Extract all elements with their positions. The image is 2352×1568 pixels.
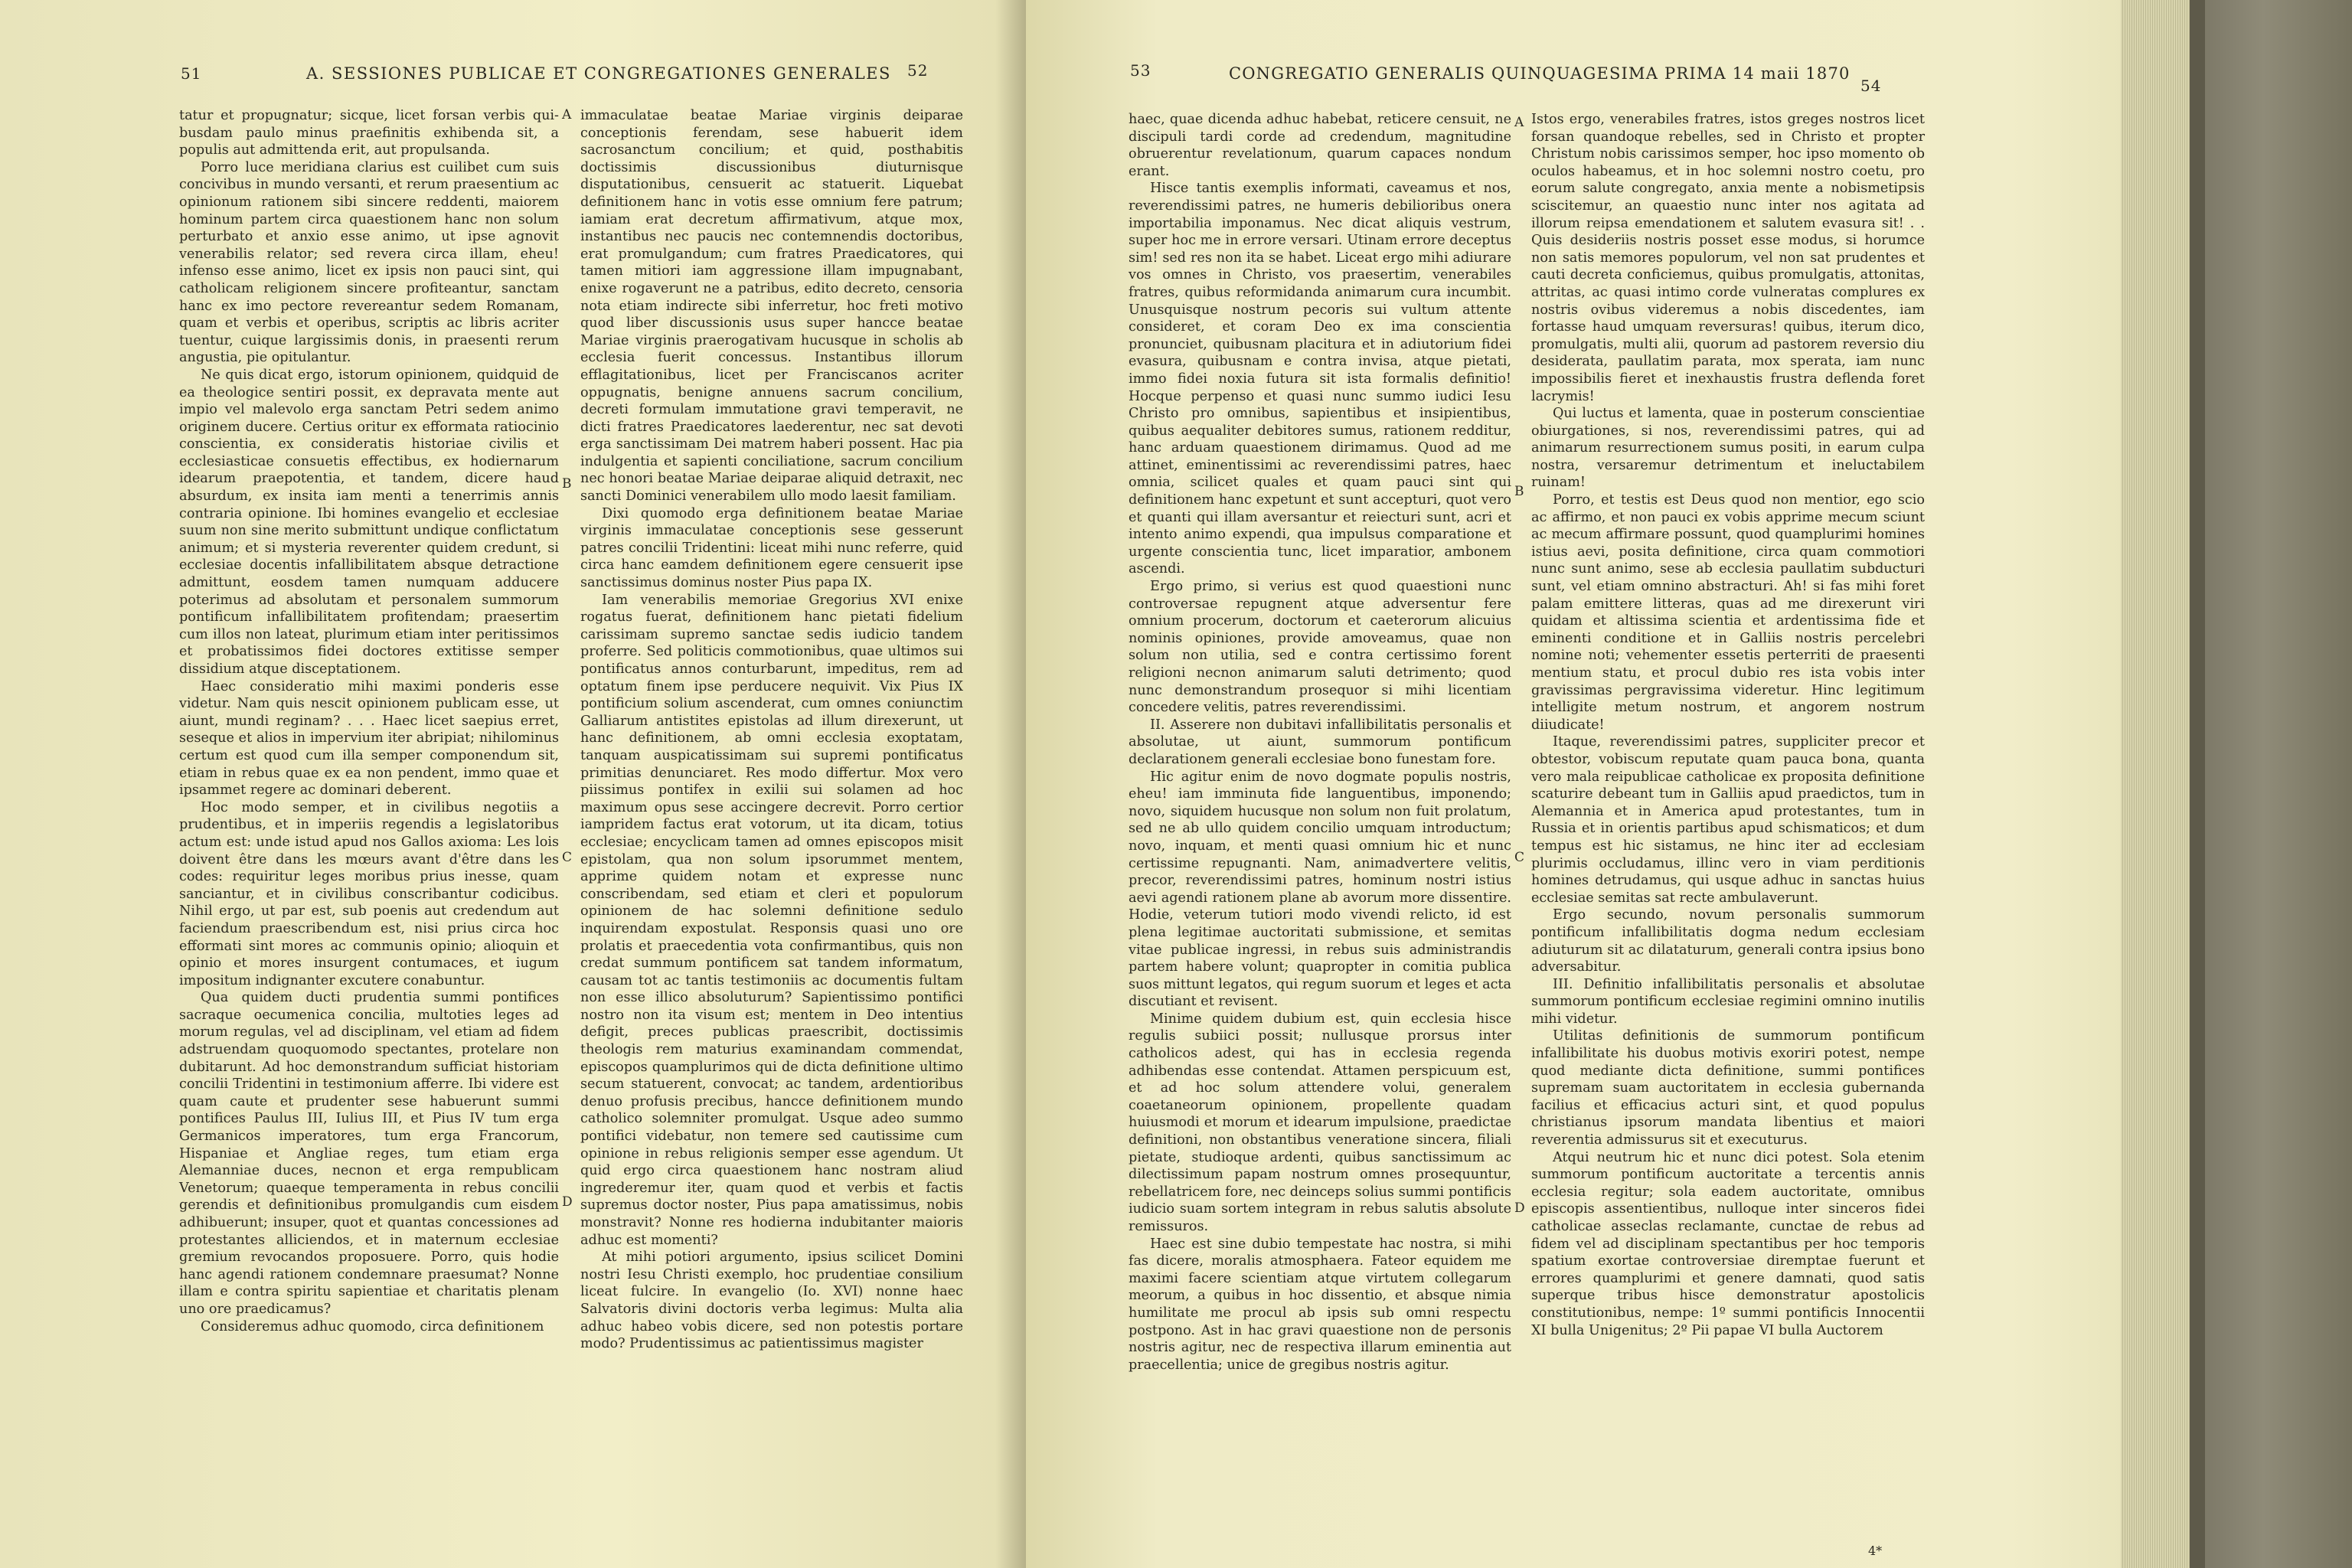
left-column-a — [179, 107, 559, 1335]
marker-c: C — [1514, 850, 1525, 865]
paragraph: Hic agitur enim de novo dogmate populis nostris, eheu! iam imminuta fide languentibus, imponendo; novo, siquidem hucusque non solum non fuit prolatum, sed ne ab ullo quidem concilio umquam introductum; novo, inquam, et menti quasi omnium hic et nunc certissime repugnanti. Nam, animadvertere velitis, precor, reverendissimi patres, hominum nostri istius aevi agendi rationem plane ab avorum more dissentire. Hodie, veterum tutiori modo vivendi relicto, id est plena legitimae auctoritati submissione, et semitas vitae publicae ingressi, in rebus suis administrandis partem habere volunt; quapropter in comitia publica suos mittunt legatos, qui regum suorum et leges et acta discutiant et revisent. — [1129, 769, 1511, 1010]
paragraph: Istos ergo, venerabiles fratres, istos greges nostros licet forsan quandoque rebelles, sed in Christo et propter Christum nobis carissimos semper, hoc ipso momento ob oculos habeamus, et in hoc solemni nostro coetu, pro eorum salute congregato, anxia mente a nobismetipsis sciscitemur, an quaestio nunc inter nos agitata ad illorum reipsa emendationem et salutem evasura sit! . . Quis desideriis nostris posset esse modus, si horumce non satis memores populorum, vel non sat prudentes et cauti decreta conficiemus, quibus promulgatis, attonitas, attritas, ac quasi intimo corde vulneratas complures ex nostris ovibus videremus a nobis discedentes, iam fortasse haud umquam reversuras! quibus, iterum dico, promulgatis, multi alii, quorum ad pastorem reversio diu desiderata, paullatim parata, mox sperata, iam nunc impossibilis fieret et inexhaustis frustra deflenda foret lacrymis! — [1531, 112, 1925, 404]
right-column-b — [1531, 111, 1925, 1339]
paragraph: Haec consideratio mihi maximi ponderis esse videtur. Nam quis nescit opinionem publicam esse, ut aiunt, mundi reginam? . . . Haec licet saepius erret, seseque et alios in impervium iter abripiat; nihilominus certum est quod cum illa semper componendum sit, etiam in rebus quae ex ea non pendent, immo quae et ipsammet regere ac dominari deberent. — [179, 678, 559, 799]
paragraph: tatur et propugnatur; sicque, licet forsan verbis qui-busdam paulo minus praefinitis exhibenda sit, a populis aut admittenda erit, aut propulsanda. — [179, 108, 559, 158]
marker-d: D — [562, 1194, 573, 1210]
paragraph: haec, quae dicenda adhuc habebat, reticere censuit, ne discipuli tardi corde ad credendum, magnitudine obruerentur revelationum, quarum capaces nondum erant. — [1129, 112, 1511, 179]
paragraph: Iam venerabilis memoriae Gregorius XVI enixe rogatus fuerat, definitionem hanc pietati fidelium carissimam supremo sanctae sedis iudicio tandem proferre. Sed politicis commotionibus, quae ultimos sui pontificatus annos conturbarunt, impeditus, rem ad optatum finem ipse perducere nequivit. Vix Pius IX pontificium solium ascenderat, cum omnes coniunctim Galliarum antistites epistolas ad illum direxerunt, ut hanc definitionem, ab omni ecclesia exoptatam, tanquam auspicatissimam sui supremi pontificatus primitias denunciaret. Res modo differtur. Mox vero piissimus pontifex in exilii sui solamen ad hoc maximum opus sese accingere decrevit. Porro certior iampridem factus erat votorum, ut ita dicam, totius ecclesiae; encyclicam tamen ad omnes episcopos misit epistolam, qua non solum ipsorummet mentem, apprime quidem notam et expresse nunc conscribendam, sed etiam et cleri et populorum opinionem de hac solemni definitione sedulo inquirendam expostulat. Responsis quasi uno ore prolatis et praecedentia vota confirmantibus, quis non credat summum pontificem sat tandem informatum, causam tot ac tantis testimoniis ac documentis fultam non esse illico absoluturum? Sapientissimo pontifici nostro non ita visum est; mentem in Deo intentius defigit, preces publicas praescribit, doctissimis theologis rem maturius examinandam commendat, episcopos quamplurimos qui de dicta definitione ultimo secum statuerent, convocat; ac tandem, ardentioribus denuo profusis precibus, hancce definitionem mundo catholico solemniter promulgat. Usque adeo summo pontifici videbatur, non temere sed cautissime cum opinione in rebus religionis semper esse agendum. Ut quid ergo circa quaestionem hanc nostram aliud ingrederemur iter, quam quod et verbis et factis supremus doctor noster, Pius papa amatissimus, nobis monstravit? Nonne res hodierna indubitanter maioris adhuc est momenti? — [580, 592, 963, 1248]
paragraph: Ergo secundo, novum personalis summorum pontificum infallibilitatis dogma nedum ecclesiam adiuturum sit ac dilataturum, generali contra ipsius bono adversabitur. — [1531, 907, 1925, 975]
paragraph: III. Definitio infallibilitatis personalis et absolutae summorum pontificum ecclesiae regimini omnino inutilis mihi videtur. — [1531, 976, 1925, 1027]
paragraph: Haec est sine dubio tempestate hac nostra, si mihi fas dicere, moralis atmosphaera. Fateor equidem me maximi facere scientiam atque virtutem collegarum meorum, a quibus in hoc dissentio, et absque nimia humilitate me procul ab ipsis sub omni respectu postpono. Ast in hac gravi quaestione non de personis nostris agitur, nec de respectiva illarum eminentia aut praecellentia; unice de gregibus nostris agitur. — [1129, 1236, 1511, 1373]
page-number-52: 52 — [907, 61, 929, 80]
paragraph: Atqui neutrum hic et nunc dici potest. Sola etenim summorum pontificum auctoritate a tercentis annis ecclesia regitur; sola eadem auctoritate, omnibus episcopis assentientibus, nulloque inter sinceros fidei catholicae asseclas reclamante, cunctae de rebus ad fidem vel ad disciplinam spectantibus per hoc temporis spatium exortae controversiae diremptae fuerunt et errores quamplurimi et genere damnati, quod satis superque tribus hisce demonstratur apostolicis constitutionibus, nempe: 1º summi pontificis Innocentii XI bulla Unigenitus; 2º Pii papae VI bulla Auctorem — [1531, 1149, 1925, 1338]
marker-b: B — [562, 476, 572, 492]
running-head-right: CONGREGATIO GENERALIS QUINQUAGESIMA PRIMA 14 maii 1870 — [1229, 64, 1851, 83]
paragraph: Hisce tantis exemplis informati, caveamus et nos, reverendissimi patres, ne humeris debilioribus onera importabilia imponamus. Nec dicat aliquis vestrum, super hoc me in errore versari. Utinam errore deceptus sim! sed res non ita se habet. Liceat ergo mihi adiurare vos omnes in Christo, vos praesertim, venerabiles fratres, quibus reformidanda animarum cura incumbit. Unusquisque nostrum pecoris sui vultum attente consideret, et coram Deo ex ima conscientia pronunciet, quibusnam placitura et in adiutorium fidei evasura, quibusnam e contra invisa, atque pietati, immo fidei noxia futura sit ista formalis definitio! Hocque perpenso et quasi nunc summo iudici Iesu Christo pro omnibus, sapientibus et insipientibus, quibus aequaliter debitores sumus, rationem redditur, hanc arduam quaestionem dirimamus. Quod ad me attinet, eminentissimi ac reverendissimi patres, haec omnia, scilicet quales et quam pauci sint qui definitionem hanc expetunt et sunt accepturi, quot vero et quanti qui illam aversantur et reiecturi sunt, acri et intento animo expendi, qua impulsus comparatione et urgente conscientia tunc, licet imparatior, ambonem ascendi. — [1129, 181, 1511, 577]
book-edge-shadow — [2190, 0, 2205, 1568]
marker-a: A — [562, 107, 572, 122]
left-page — [0, 0, 1026, 1568]
page-number-53: 53 — [1130, 61, 1152, 80]
paragraph: Porro, et testis est Deus quod non mentior, ego scio ac affirmo, et non pauci ex vobis apprime mecum sciunt ac mecum affirmare possunt, quod quamplurimi homines istius aevi, posita definitione, circa quam commotiori nunc sunt animo, sese ab ecclesia paullatim subducturi sunt, vel etiam omnino abstracturi. Ah! si fas mihi foret palam emittere litteras, quas ad me direxerunt viri quidam et altissima scientia et ardentissima fide et eminenti conditione et in Galliis nostris percelebri nomine noti; vehementer essetis perterriti de praesenti mentium statu, et procul dubio res ista vobis inter gravissimas pergravissima videretur. Hinc legitimum intelligite metum nostrum, et angorem nostrum diiudicate! — [1531, 492, 1925, 733]
paragraph: Qui luctus et lamenta, quae in posterum conscientiae obiurgationes, si nos, reverendissimi patres, qui ad animarum resurrectionem sumus positi, in earum culpa nostra, versaremur detrimentum et ineluctabilem ruinam! — [1531, 406, 1925, 491]
paragraph: Utilitas definitionis de summorum pontificum infallibilitate his duobus motivis exoriri potest, nempe quod mediante dicta definitione, summi pontifices supremam suam auctoritatem in ecclesia gubernanda facilius et efficacius acturi sint, et quod populus christianus ipsorum mandata libentius et maiori reverentia admissurus sit et executurus. — [1531, 1028, 1925, 1148]
marker-c: C — [562, 850, 573, 865]
paragraph: At mihi potiori argumento, ipsius scilicet Domini nostri Iesu Christi exemplo, hoc prudentiae consilium liceat fulcire. In evangelio (Io. XVI) nonne haec Salvatoris divini doctoris verba legimus: Multa alia adhuc habeo vobis dicere, sed non potestis portare modo? Prudentissimus ac patientissimus magister — [580, 1250, 963, 1352]
paragraph: Hoc modo semper, et in civilibus negotiis a prudentibus, et in imperiis regendis a legislatoribus actum est: unde istud apud nos Gallos axioma: Les lois doivent être dans les mœurs avant d'être dans les codes: requiritur leges moribus prius inesse, quam sanciantur, et in civilibus conscribantur codicibus. Nihil ergo, ut par est, sub poenis aut credendum aut faciendum praescribendum est, nisi prius circa hoc efformati sint mores ac communis opinio; alioquin et opinio et mores insurgent contumaces, et iugum impositum indignanter excutere conabuntur. — [179, 799, 559, 988]
paragraph: Dixi quomodo erga definitionem beatae Mariae virginis immaculatae conceptionis sese gesserunt patres concilii Tridentini: liceat mihi nunc referre, quid circa hanc eamdem definitionem egere censuerit ipse sanctissimus dominus noster Pius papa IX. — [580, 505, 963, 591]
paragraph: II. Asserere non dubitavi infallibilitatis personalis et absolutae, ut aiunt, summorum pontificum declarationem generali ecclesiae bono funestam fore. — [1129, 717, 1511, 767]
paragraph: Consideremus adhuc quomodo, circa definitionem — [201, 1318, 544, 1334]
marker-b: B — [1514, 484, 1524, 499]
marker-a: A — [1514, 115, 1524, 130]
paragraph: Porro luce meridiana clarius est cuilibet cum suis concivibus in mundo versanti, et rerum praesentium ac opinionum rationem sibi sincere reddenti, maiorem hominum partem circa quaestionem hanc non solum perturbato et anxio esse animo, ut ipse agnovit venerabilis relator; sed revera circa illam, eheu! infenso esse animo, licet ex ipsis non pauci sint, qui catholicam religionem sincere profiteantur, sanctam hanc ex imo pectore revereantur sedem Romanam, quam et verbis et operibus, scriptis ac libris acriter tuentur, cuique largissimis donis, in praesenti rerum angustia, pie opitulantur. — [179, 159, 559, 366]
paragraph: Itaque, reverendissimi patres, suppliciter precor et obtestor, vobiscum reputate quam pauca bona, quanta vero mala reipublicae catholicae ex proposita definitione scaturire debeant tum in Galliis apud praedictos, tum in Alemannia et in America apud protestantes, tum in Russia et in orientis partibus apud schismaticos; et dum tempus est hic sistamus, ne hinc iter ad ecclesiam plurimis occludamus, illinc vero in viam perditionis homines detrudamus, qui usque adhuc in sanctas huius ecclesiae semitas sat recte ambulaverunt. — [1531, 734, 1925, 906]
paragraph: Ne quis dicat ergo, istorum opinionem, quidquid de ea theologice sentiri possit, ex depravata mente aut impio vel malevolo erga sanctam Petri sedem animo originem ducere. Certius oritur ex efformata ratiocinio conscientia, ex consideratis historiae civilis et ecclesiasticae consuetis effectibus, ex hodiernarum idearum praepotentia, et tandem, dicere haud absurdum, ex insita iam menti a tenerrimis annis contraria opinione. Ibi homines evangelio et ecclesiae suum non sine merito submittunt undique conflictatum animum; et si mysteria reverenter quidem credunt, si ecclesiae docentis infallibilitatem absque detractione admittunt, eosdem tamen numquam adducere poterimus ad absolutam et personalem summorum pontificum infallibilitatem profitendam; praesertim cum illos non lateat, plurimum etiam inter peritissimos et probatissimos fidei doctores extitisse semper dissidium atque disceptationem. — [179, 367, 559, 677]
right-column-a — [1129, 111, 1511, 1374]
paragraph: immaculatae beatae Mariae virginis deiparae conceptionis ferendam, sese habuerit idem sacrosanctum concilium; et quid, posthabitis doctissimis discussionibus diuturnisque disputationibus, censuerit ac statuerit. Liquebat definitionem hanc in votis esse omnium fere patrum; iamiam erat decretum affirmativum, atque mox, instantibus nec paucis nec contemnendis doctoribus, erat promulgandum; cum fratres Praedicatores, qui tamen mitiori iam aggressione illam impugnabant, enixe rogaverunt ne a patribus, edito decreto, censoria nota etiam indirecte sibi inferretur, hoc freti motivo quod liber discussionis usus super hancce beatae Mariae virginis praerogativam hucusque in scholis ab ecclesia fuerit concessus. Instantibus illorum efflagitationibus, licet per Franciscanos acriter oppugnatis, benigne annuens sacrum concilium, decreti formulam immutatione gravi temperavit, ne dicti fratres Praedicatores laederentur, nec sat devoti erga sanctissimam Dei matrem haberi possent. Hac pia indulgentia et sapienti conciliatione, sacrum concilium nec honori beatae Mariae deiparae aliquid detraxit, nec sancti Dominici venerabilem ullo modo laesit familiam. — [580, 108, 963, 505]
background — [2205, 0, 2352, 1568]
right-page — [1026, 0, 2121, 1568]
left-column-b — [580, 107, 963, 1353]
paragraph: Ergo primo, si verius est quod quaestioni nunc controversae repugnent atque adversentur fere omnium procerum, doctorum et caeterorum alicuius nominis opiniones, provide amoveamus, quae non solum non utilia, sed e contra certissimo forent religioni necnon animarum saluti detrimento; quod nunc demonstrandum prosequor si mihi licentiam concedere velitis, patres reverendissimi. — [1129, 579, 1511, 716]
running-head-left: A. SESSIONES PUBLICAE ET CONGREGATIONES GENERALES — [306, 64, 891, 83]
page-number-54: 54 — [1860, 77, 1882, 95]
paragraph: Minime quidem dubium est, quin ecclesia hisce regulis subiici possit; nullusque prorsus inter catholicos adest, qui has in ecclesia regenda adhibendas esse contendat. Attamen perspicuum est, et ad hoc solum attendere volui, generalem coaetaneorum opinionem, propellente quadam huiusmodi et morum et idearum impulsione, praedictae definitioni, non obstantibus veneratione sincera, filiali pietate, studioque ardenti, quibus sanctissimum ac dilectissimum papam nostrum omnes prosequuntur, rebellatricem fore, nec deinceps solius summi pontificis iudicio suam sortem integram in rebus salutis absolute remissuros. — [1129, 1011, 1511, 1234]
signature-mark: 4* — [1868, 1544, 1883, 1558]
page-number-51: 51 — [181, 64, 202, 83]
paragraph: Qua quidem ducti prudentia summi pontifices sacraque oecumenica concilia, multoties leges ad morum regulas, vel ad disciplinam, vel etiam ad fidem adstruendam quoquomodo spectantes, protelare non dubitarunt. Ad hoc demonstrandum sufficiat historiam concilii Tridentini in testimonium afferre. Ibi videre est quam caute et prudenter sese habuerunt summi pontifices Paulus III, Iulius III, et Pius IV tum erga Germanicos imperatores, tum erga Francorum, Hispaniae et Angliae reges, tum etiam erga Alemanniae duces, necnon et erga rempublicam Venetorum; quaeque temperamenta in rebus concilii gerendis et definitionibus promulgandis cum eisdem adhibuerunt; insuper, quot et quantas concessiones ad protestantes alliciendos, et in maternum ecclesiae gremium revocandos proposuere. Porro, quis hodie hanc agendi rationem condemnare praesumat? Nonne illam e contra spiritu sapientiae et charitatis plenam uno ore praedicamus? — [179, 990, 559, 1317]
marker-d: D — [1514, 1200, 1525, 1216]
